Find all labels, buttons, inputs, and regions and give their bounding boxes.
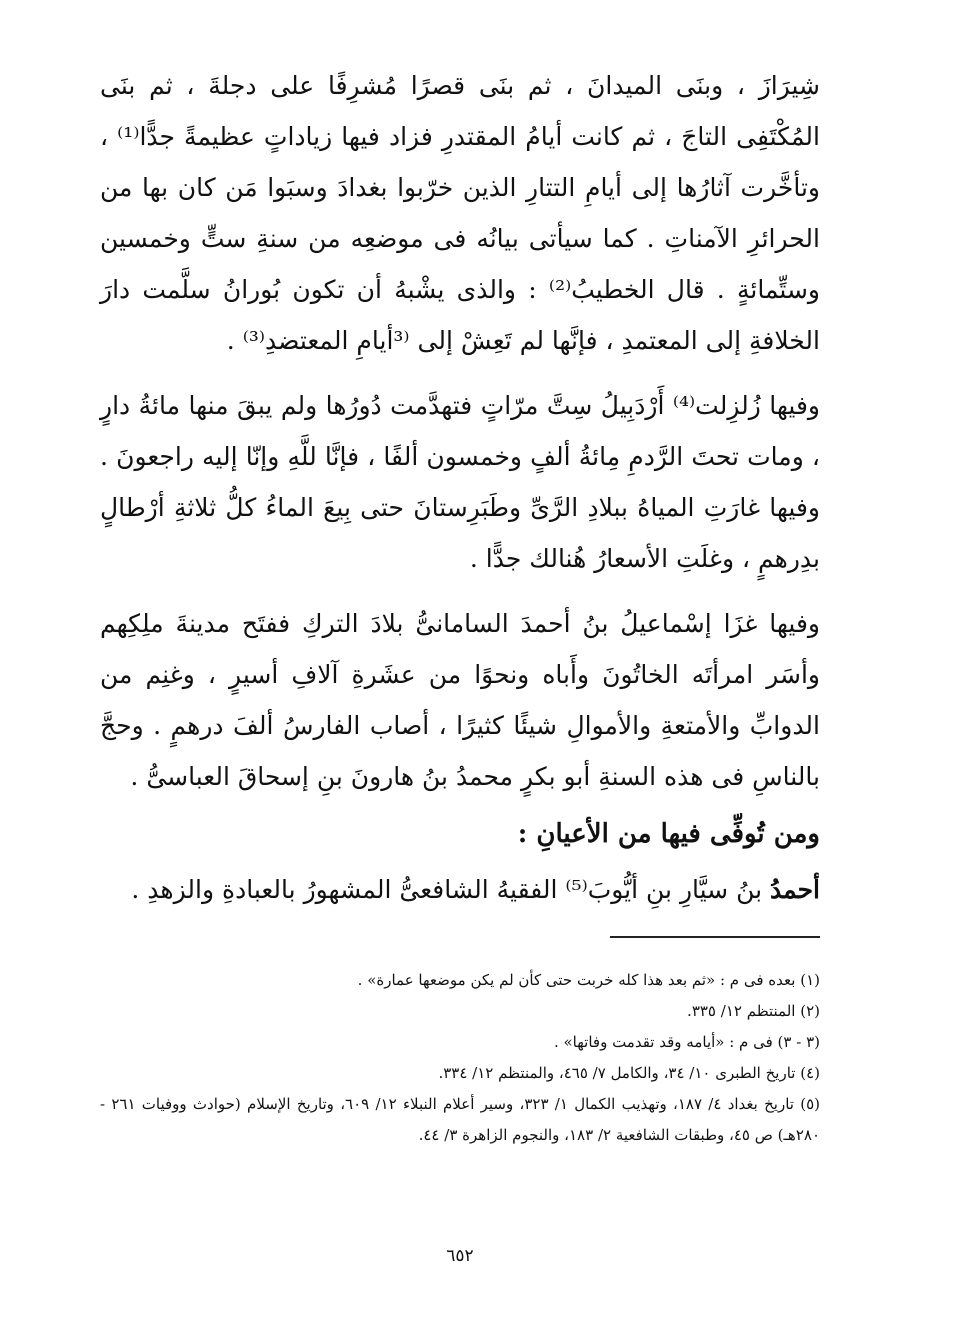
biography-entry [100,864,820,915]
footnote-3: (٣ - ٣) فى م : «أيامه وقد تقدمت وفاتها» . [553,1033,820,1051]
page-body [100,60,820,1290]
paragraph-3: وفيها غزَا إسْماعيلُ بنُ أحمدَ السامانىُّ بلادَ التركِ ففتَح مدينةَ ملِكِهم وأسَر امرأتَه الخاتُونَ وأَباه ونحوًا من عشَرةِ آلافِ أسيرٍ ، وغنِم من الدوابِّ والأمتعةِ والأموالِ شيئًا كثيرًا ، أصاب الفارسُ ألفَ درهمٍ . وحجَّ بالناسِ فى هذه السنةِ أبو بكرٍ محمدُ بنُ هارونَ بنِ إسحاقَ العباسىُّ . [100,609,820,791]
paragraph-2: وفيها زُلزِلت⁽⁴⁾ أَرْدَبِيلُ سِتَّ مرّاتٍ فتهدَّمت دُورُها ولم يبقَ منها مائةُ دارٍ ، ومات تحتَ الرَّدمِ مِائةُ ألفٍ وخمسون ألفًا ، فإنَّا للَّهِ وإنّا إليه راجعونَ . وفيها غارَتِ المياهُ ببلادِ الرَّىِّ وطَبَرِستانَ حتى بِيعَ الماءُ كلُّ ثلاثةِ أرْطالٍ بدِرهمٍ ، وغلَتِ الأسعارُ هُنالك جدًّا . [100,391,820,573]
footnote-4: (٤) تاريخ الطبرى ١٠/ ٣٤، والكامل ٧/ ٤٦٥، والمنتظم ١٢/ ٣٣٤. [438,1064,820,1082]
section-heading: ومن تُوفِّى فيها من الأعيانِ : [517,819,820,849]
footnote-1: (١) بعده فى م : «ثم بعد هذا كله خربت حتى كأن لم يكن موضعها عمارة» . [357,971,820,989]
paragraph-1: شِيرَازَ ، وبنَى الميدانَ ، ثم بنَى قصرًا مُشرِفًا على دجلةَ ، ثم بنَى المُكْتَفِى التاجَ ، ثم كانت أيامُ المقتدرِ فزاد فيها زياداتٍ عظيمةً جدًّا⁽¹⁾ ، وتأخَّرت آثارُها إلى أيامِ التتارِ الذين خرّبوا بغدادَ وسبَوا مَن كان بها من الحرائرِ الآمناتِ . كما سيأتى بيانُه فى موضعِه من سنةِ ستٍّ وخمسين وستِّمائةٍ . قال الخطيبُ⁽²⁾ : والذى يشْبهُ أن تكون بُورانُ سلَّمت دارَ الخلافةِ إلى المعتمدِ ، فإنَّها لم تَعِشْ إلى ⁽³أيامِ المعتضدِ⁽³⁾ . [100,71,820,355]
footnote-divider [610,936,820,938]
footnote-5: (٥) تاريخ بغداد ٤/ ١٨٧، وتهذيب الكمال ١/ ٣٢٣، وسير أعلام النبلاء ١٢/ ٦٠٩، وتاريخ الإسلام (حوادث ووفيات ٢٦١ - ٢٨٠هـ) ص ٤٥، وطبقات الشافعية ٢/ ١٨٣، والنجوم الزاهرة ٣/ ٤٤. [100,1095,820,1144]
biography-text: بنُ سيَّارِ بنِ أيُّوبَ⁽⁵⁾ الفقيهُ الشافعىُّ المشهورُ بالعبادةِ والزهدِ . [131,875,763,904]
footnotes [100,965,820,1151]
footnote-2: (٢) المنتظم ١٢/ ٣٣٥. [687,1002,820,1020]
biography-name: أحمدُ [770,875,820,904]
page-number: ٦٥٢ [446,1246,474,1266]
